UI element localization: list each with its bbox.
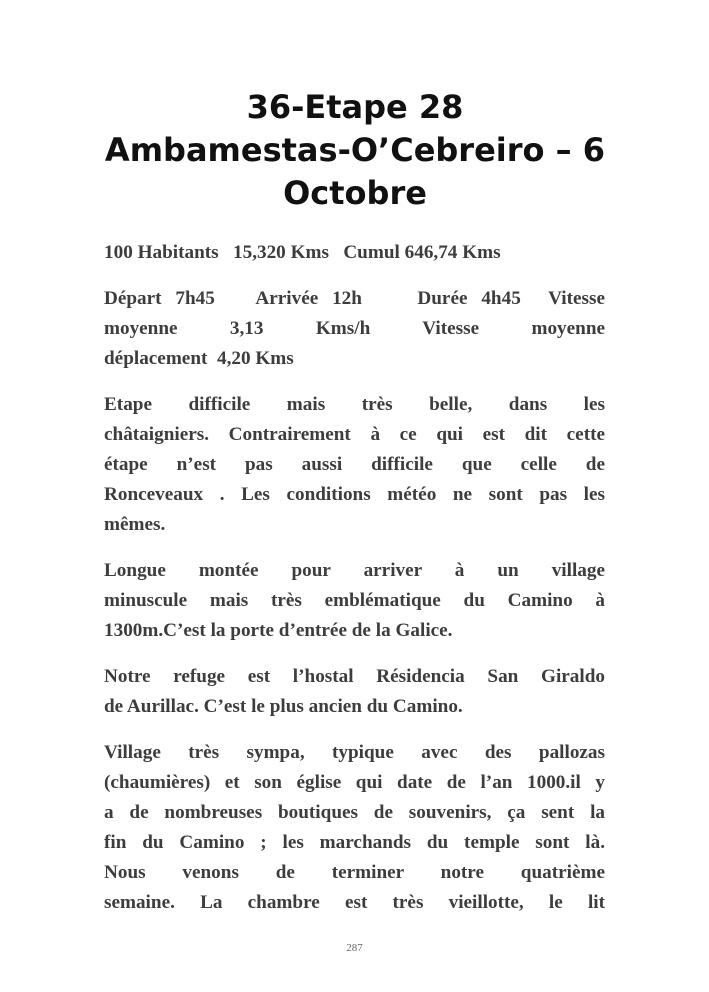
text-line: semaine. La chambre est très vieillotte, le lit (104, 892, 605, 913)
page-title (60, 86, 650, 215)
text-line: mêmes. (104, 514, 166, 535)
paragraph-refuge (104, 662, 605, 722)
times-line: déplacement 4,20 Kms (104, 348, 294, 369)
text-line: Ronceveaux . Les conditions météo ne sont pas les (104, 484, 605, 505)
text-line: Nous venons de terminer notre quatrième (104, 862, 605, 883)
text-line: fin du Camino ; les marchands du temple sont là. (104, 832, 605, 853)
text-line: Etape difficile mais très belle, dans les (104, 394, 605, 415)
text-line: Notre refuge est l’hostal Résidencia San Giraldo (104, 666, 605, 687)
title-line-3: Octobre (283, 174, 427, 212)
stats-line: 100 Habitants 15,320 Kms Cumul 646,74 Kms (104, 242, 501, 263)
times-line: Départ 7h45 Arrivée 12h Durée 4h45 Vitesse (104, 288, 605, 309)
paragraph-etape (104, 390, 605, 540)
text-line: Village très sympa, typique avec des pallozas (104, 742, 605, 763)
text-line: Longue montée pour arriver à un village (104, 560, 605, 581)
title-line-1: 36-Etape 28 (246, 88, 464, 126)
text-line: de Aurillac. C’est le plus ancien du Camino. (104, 696, 463, 717)
body-text (104, 238, 605, 934)
stats-paragraph (104, 238, 605, 268)
text-line: étape n’est pas aussi difficile que celle de (104, 454, 605, 475)
text-line: 1300m.C’est la porte d’entrée de la Galice. (104, 620, 453, 641)
title-line-2: Ambamestas-O’Cebreiro – 6 (104, 131, 606, 169)
text-line: a de nombreuses boutiques de souvenirs, ça sent la (104, 802, 605, 823)
text-line: minuscule mais très emblématique du Camino à (104, 590, 605, 611)
times-line: moyenne 3,13 Kms/h Vitesse moyenne (104, 318, 605, 339)
text-line: (chaumières) et son église qui date de l’an 1000.il y (104, 772, 605, 793)
paragraph-village (104, 738, 605, 918)
page-number: 287 (346, 942, 363, 954)
times-paragraph (104, 284, 605, 374)
paragraph-montee (104, 556, 605, 646)
text-line: châtaigniers. Contrairement à ce qui est dit cette (104, 424, 605, 445)
